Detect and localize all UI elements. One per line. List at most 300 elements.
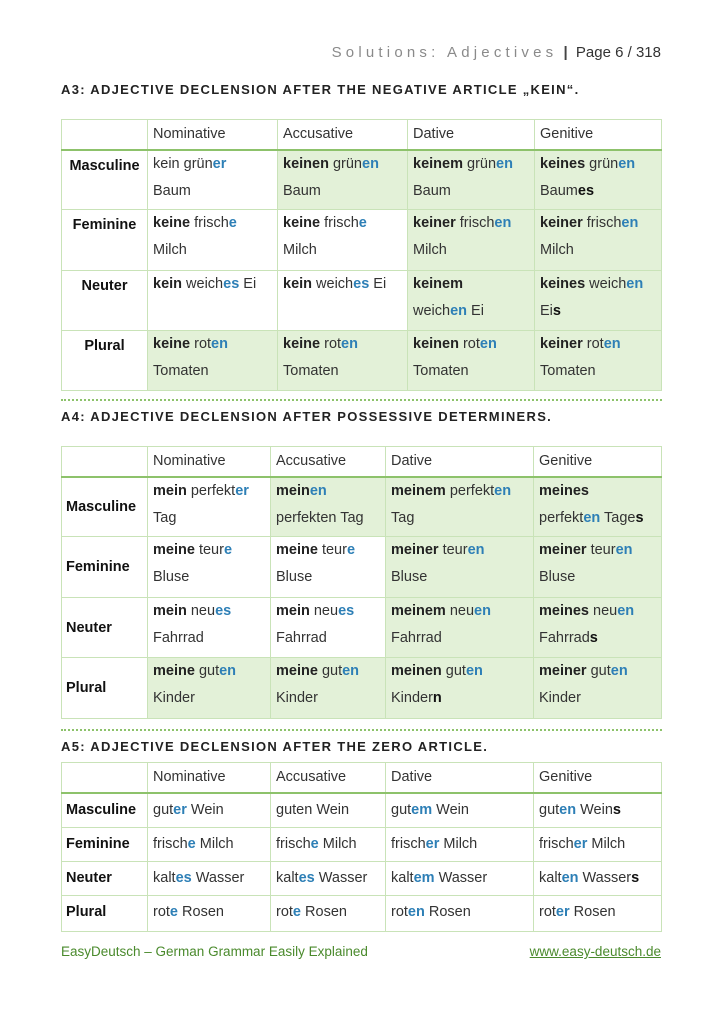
text-segment: Bluse — [153, 569, 190, 585]
ending-highlight: e — [292, 904, 301, 920]
declension-cell — [278, 271, 408, 331]
bold-segment: keiner — [540, 215, 583, 231]
ending-highlight: er — [173, 801, 187, 818]
cell-line — [153, 237, 273, 264]
cell-line — [276, 598, 381, 625]
declension-table-a3 — [61, 119, 662, 391]
text-segment: Kinder — [539, 690, 581, 706]
row-label: Plural — [62, 896, 148, 932]
ending-highlight: en — [465, 663, 483, 679]
table-row — [62, 896, 662, 932]
cell-line — [276, 658, 381, 685]
declension-cell — [534, 896, 662, 932]
cell-line — [391, 685, 529, 712]
text-segment: Milch — [195, 836, 234, 852]
text-segment: gut — [194, 663, 220, 679]
cell-line — [153, 358, 273, 385]
ending-highlight: en — [626, 276, 644, 292]
text-segment: Wasser — [314, 870, 368, 886]
bold-segment: meine — [153, 663, 195, 679]
ending-highlight: es — [298, 870, 315, 886]
declension-cell — [148, 828, 271, 862]
ending-highlight: e — [358, 215, 367, 231]
column-header: Dative — [408, 120, 535, 150]
row-label: Plural — [62, 658, 148, 719]
text-segment: grün — [585, 155, 619, 172]
declension-cell — [534, 537, 662, 598]
section-divider — [61, 729, 662, 731]
ending-highlight: en — [617, 603, 635, 619]
bold-segment: mein — [276, 603, 310, 619]
text-segment: neu — [588, 603, 618, 619]
column-header: Accusative — [271, 763, 386, 793]
text-segment: frisch — [153, 836, 188, 852]
declension-table-a4 — [61, 446, 662, 719]
cell-line — [153, 625, 266, 652]
text-segment: Kinder — [391, 690, 433, 706]
cell-line — [283, 178, 403, 205]
column-header: Nominative — [148, 447, 271, 477]
declension-cell — [148, 537, 271, 598]
bold-segment: meine — [276, 663, 318, 679]
column-header: Nominative — [148, 120, 278, 150]
text-segment: Baum — [153, 182, 191, 199]
bold-segment: keinen — [413, 336, 459, 352]
declension-cell — [271, 896, 386, 932]
ending-highlight: en — [494, 215, 512, 231]
cell-line — [413, 151, 530, 178]
declension-cell — [148, 862, 271, 896]
cell-line — [283, 210, 403, 237]
bold-segment: meine — [153, 542, 195, 558]
declension-cell — [386, 862, 534, 896]
text-segment: neu — [309, 603, 339, 619]
text-segment: frisch — [582, 215, 622, 231]
bold-segment: keine — [283, 336, 321, 352]
text-segment: Milch — [283, 242, 317, 258]
bold-segment: meines — [539, 482, 589, 499]
declension-cell — [271, 658, 386, 719]
ending-highlight: en — [621, 215, 639, 231]
declension-cell — [148, 271, 278, 331]
text-segment: gut — [391, 801, 412, 818]
table-row — [62, 271, 662, 331]
cell-line — [153, 564, 266, 591]
cell-line — [413, 178, 530, 205]
column-header: Dative — [386, 763, 534, 793]
text-segment: Bluse — [276, 569, 313, 585]
bold-segment: mein — [153, 482, 187, 499]
ending-highlight: en — [342, 663, 360, 679]
ending-highlight: es — [338, 603, 355, 619]
text-segment: Tag — [391, 509, 415, 526]
text-segment: Tomaten — [283, 363, 339, 379]
text-segment: Tomaten — [540, 363, 596, 379]
row-label: Masculine — [62, 793, 148, 828]
text-segment: gut — [153, 801, 174, 818]
text-segment: Ei — [540, 303, 553, 319]
cell-line — [391, 828, 529, 861]
ending-highlight: es — [353, 276, 370, 292]
text-segment: weich — [413, 303, 451, 319]
text-segment: teur — [194, 542, 224, 558]
text-segment: Fahrrad — [539, 630, 590, 646]
row-label: Feminine — [62, 210, 148, 271]
cell-line — [540, 237, 657, 264]
declension-cell — [534, 862, 662, 896]
ending-highlight: en — [407, 904, 425, 920]
text-segment: frisch — [320, 215, 359, 231]
ending-highlight: er — [555, 904, 570, 920]
text-segment: grün — [462, 155, 497, 172]
text-segment: Fahrrad — [391, 630, 442, 646]
declension-cell — [148, 896, 271, 932]
declension-cell — [386, 658, 534, 719]
ending-highlight: es — [223, 276, 240, 292]
cell-line — [539, 828, 657, 861]
cell-line — [391, 862, 529, 895]
declension-cell — [534, 598, 662, 658]
table-row — [62, 658, 662, 719]
cell-line — [413, 358, 530, 385]
bold-segment: keines — [540, 155, 586, 172]
declension-cell — [148, 658, 271, 719]
ending-highlight: em — [413, 870, 435, 886]
cell-line — [539, 564, 657, 591]
text-segment: Baum — [540, 182, 578, 199]
cell-line — [153, 862, 266, 895]
header-corner-cell — [62, 763, 148, 793]
cell-line — [153, 151, 273, 178]
text-segment: kalt — [539, 870, 562, 886]
text-segment: Fahrrad — [276, 630, 327, 646]
cell-line — [153, 794, 266, 827]
cell-line — [276, 478, 381, 505]
bold-segment: meinem — [391, 482, 446, 499]
text-segment: kalt — [391, 870, 414, 886]
text-segment: Rosen — [178, 904, 224, 920]
section-title-a4: A4: ADJECTIVE DECLENSION AFTER POSSESSIVE DETERMINERS. — [61, 409, 553, 424]
footer-website-link[interactable]: www.easy-deutsch.de — [529, 944, 661, 959]
row-label: Neuter — [62, 862, 148, 896]
cell-line — [391, 794, 529, 827]
declension-cell — [386, 793, 534, 828]
cell-line — [540, 178, 657, 205]
cell-line — [540, 331, 657, 358]
bold-segment: es — [577, 182, 595, 199]
text-segment: kein — [153, 155, 180, 172]
ending-highlight: en — [450, 303, 467, 319]
cell-line — [539, 896, 657, 929]
text-segment: rot — [190, 336, 212, 352]
ending-highlight: en — [561, 870, 579, 886]
cell-line — [283, 237, 403, 264]
cell-line — [276, 828, 381, 861]
text-segment: frisch — [391, 836, 426, 852]
cell-line — [153, 658, 266, 685]
page-number: Page 6 / 318 — [575, 44, 661, 61]
column-header: Genitive — [534, 447, 662, 477]
bold-segment: keine — [153, 336, 191, 352]
declension-cell — [148, 793, 271, 828]
header-separator: | — [563, 44, 568, 61]
text-segment: perfekt — [186, 482, 236, 499]
declension-cell — [386, 598, 534, 658]
column-header: Dative — [386, 447, 534, 477]
text-segment: frisch — [539, 836, 574, 852]
cell-line — [391, 625, 529, 652]
declension-cell — [534, 658, 662, 719]
table-row — [62, 793, 662, 828]
declension-cell — [535, 331, 662, 391]
ending-highlight: en — [219, 663, 237, 679]
text-segment: gut — [317, 663, 343, 679]
text-segment: Bluse — [539, 569, 576, 585]
table-header-row — [62, 763, 662, 793]
ending-highlight: en — [211, 336, 228, 352]
ending-highlight: en — [467, 542, 485, 558]
declension-cell — [386, 477, 534, 537]
ending-highlight: e — [346, 542, 356, 558]
ending-highlight: e — [187, 836, 196, 852]
header-title: Solutions: Adjectives — [331, 44, 558, 61]
text-segment: Wein — [432, 801, 469, 818]
ending-highlight: en — [583, 509, 601, 526]
text-segment: Baum — [283, 182, 321, 199]
section-title-a5: A5: ADJECTIVE DECLENSION AFTER THE ZERO ARTICLE. — [61, 739, 489, 754]
text-segment: Wasser — [578, 870, 632, 886]
row-label: Plural — [62, 331, 148, 391]
cell-line — [539, 505, 657, 532]
bold-segment: meiner — [391, 542, 439, 558]
text-segment: Rosen — [569, 904, 616, 920]
text-segment: weich — [182, 276, 224, 292]
text-segment: Milch — [413, 242, 447, 258]
declension-cell — [535, 271, 662, 331]
column-header: Accusative — [271, 447, 386, 477]
text-segment: Milch — [439, 836, 478, 852]
cell-line — [276, 505, 381, 532]
text-segment: teur — [438, 542, 468, 558]
cell-line — [276, 896, 381, 929]
text-segment: Wein — [186, 801, 224, 818]
declension-cell — [408, 210, 535, 271]
cell-line — [153, 685, 266, 712]
text-segment: Tag — [153, 509, 177, 526]
cell-line — [153, 505, 266, 532]
cell-line — [283, 358, 403, 385]
declension-cell — [534, 793, 662, 828]
ending-highlight: en — [341, 336, 358, 352]
section-divider — [61, 399, 662, 401]
text-segment: neu — [445, 603, 475, 619]
text-segment: Tomaten — [153, 363, 209, 379]
column-header: Genitive — [534, 763, 662, 793]
text-segment: Rosen — [424, 904, 471, 920]
ending-highlight: es — [175, 870, 192, 886]
text-segment: Fahrrad — [153, 630, 204, 646]
declension-cell — [408, 271, 535, 331]
cell-line — [413, 210, 530, 237]
cell-line — [539, 685, 657, 712]
text-segment: frisch — [276, 836, 311, 852]
ending-highlight: en — [309, 482, 327, 499]
bold-segment: n — [432, 690, 442, 706]
ending-highlight: en — [615, 542, 633, 558]
table-row — [62, 331, 662, 391]
bold-segment: keine — [153, 215, 191, 231]
declension-cell — [534, 828, 662, 862]
declension-cell — [386, 537, 534, 598]
declension-cell — [535, 210, 662, 271]
cell-line — [540, 358, 657, 385]
bold-segment: meiner — [539, 542, 587, 558]
cell-line — [539, 598, 657, 625]
bold-segment: keiner — [413, 215, 456, 231]
text-segment: rot — [153, 904, 170, 920]
text-segment: teur — [317, 542, 347, 558]
bold-segment: s — [612, 801, 621, 818]
ending-highlight: en — [603, 336, 621, 352]
cell-line — [413, 271, 530, 298]
text-segment: Milch — [587, 836, 626, 852]
bold-segment: keine — [283, 215, 321, 231]
text-segment: Baum — [413, 182, 451, 199]
bold-segment: mein — [276, 482, 310, 499]
declension-cell — [271, 793, 386, 828]
bold-segment: kein — [283, 276, 313, 292]
text-segment: frisch — [190, 215, 229, 231]
text-segment: Ei — [369, 276, 387, 292]
declension-cell — [534, 477, 662, 537]
cell-line — [153, 598, 266, 625]
text-segment: grün — [328, 155, 362, 172]
ending-highlight: en — [618, 155, 636, 172]
table-header-row — [62, 447, 662, 477]
row-label: Feminine — [62, 828, 148, 862]
ending-highlight: e — [310, 836, 319, 852]
text-segment: Tage — [600, 509, 636, 526]
bold-segment: keiner — [540, 336, 583, 352]
bold-segment: s — [552, 303, 561, 319]
declension-cell — [408, 331, 535, 391]
declension-cell — [386, 828, 534, 862]
cell-line — [153, 896, 266, 929]
table-header-row — [62, 120, 662, 150]
text-segment: Ei — [239, 276, 257, 292]
section-title-a3: A3: ADJECTIVE DECLENSION AFTER THE NEGATIVE ARTICLE „KEIN“. — [61, 82, 580, 97]
cell-line — [276, 794, 381, 827]
declension-cell — [148, 210, 278, 271]
cell-line — [283, 331, 403, 358]
row-label: Neuter — [62, 271, 148, 331]
text-segment: perfekt — [539, 509, 584, 526]
bold-segment: s — [631, 870, 640, 886]
text-segment: Milch — [540, 242, 574, 258]
table-row — [62, 210, 662, 271]
ending-highlight: em — [411, 801, 433, 818]
text-segment: Bluse — [391, 569, 428, 585]
ending-highlight: er — [425, 836, 440, 852]
bold-segment: meinem — [391, 603, 446, 619]
bold-segment: keinen — [283, 155, 329, 172]
ending-highlight: es — [215, 603, 232, 619]
text-segment: grün — [179, 155, 213, 172]
text-segment: Wein — [576, 801, 613, 818]
cell-line — [283, 151, 403, 178]
cell-line — [153, 828, 266, 861]
cell-line — [540, 298, 657, 325]
ending-highlight: en — [362, 155, 379, 172]
cell-line — [539, 794, 657, 827]
cell-line — [276, 685, 381, 712]
cell-line — [413, 298, 530, 325]
cell-line — [283, 271, 403, 298]
ending-highlight: en — [559, 801, 577, 818]
row-label: Masculine — [62, 150, 148, 210]
cell-line — [391, 478, 529, 505]
cell-line — [391, 896, 529, 929]
table-row — [62, 598, 662, 658]
text-segment: rot — [320, 336, 342, 352]
declension-cell — [148, 598, 271, 658]
declension-cell — [278, 331, 408, 391]
declension-cell — [271, 537, 386, 598]
cell-line — [276, 564, 381, 591]
cell-line — [391, 658, 529, 685]
footer-tagline: EasyDeutsch – German Grammar Easily Explained — [61, 944, 368, 959]
cell-line — [540, 271, 657, 298]
ending-highlight: en — [496, 155, 513, 172]
ending-highlight: e — [228, 215, 237, 231]
ending-highlight: en — [610, 663, 628, 679]
text-segment: rot — [539, 904, 556, 920]
bold-segment: meiner — [539, 663, 587, 679]
declension-cell — [271, 477, 386, 537]
cell-line — [539, 658, 657, 685]
table-row — [62, 537, 662, 598]
table-row — [62, 477, 662, 537]
text-segment: Ei — [467, 303, 484, 319]
ending-highlight: en — [479, 336, 497, 352]
bold-segment: s — [589, 630, 598, 646]
text-segment: kalt — [276, 870, 299, 886]
declension-cell — [278, 150, 408, 210]
text-segment: Milch — [318, 836, 357, 852]
bold-segment: meines — [539, 603, 589, 619]
cell-line — [540, 151, 657, 178]
text-segment: Milch — [153, 242, 187, 258]
text-segment: rot — [458, 336, 480, 352]
bold-segment: kein — [153, 276, 183, 292]
cell-line — [539, 862, 657, 895]
text-segment: weich — [312, 276, 354, 292]
cell-line — [391, 598, 529, 625]
page-header — [332, 44, 661, 61]
text-segment: Kinder — [276, 690, 318, 706]
ending-highlight: er — [235, 482, 249, 499]
ending-highlight: en — [494, 482, 512, 499]
text-segment: weich — [585, 276, 627, 292]
declension-cell — [271, 828, 386, 862]
cell-line — [391, 537, 529, 564]
text-segment: Kinder — [153, 690, 195, 706]
text-segment: rot — [391, 904, 408, 920]
cell-line — [153, 178, 273, 205]
text-segment: Wasser — [191, 870, 245, 886]
declension-cell — [386, 896, 534, 932]
text-segment: Wasser — [434, 870, 488, 886]
